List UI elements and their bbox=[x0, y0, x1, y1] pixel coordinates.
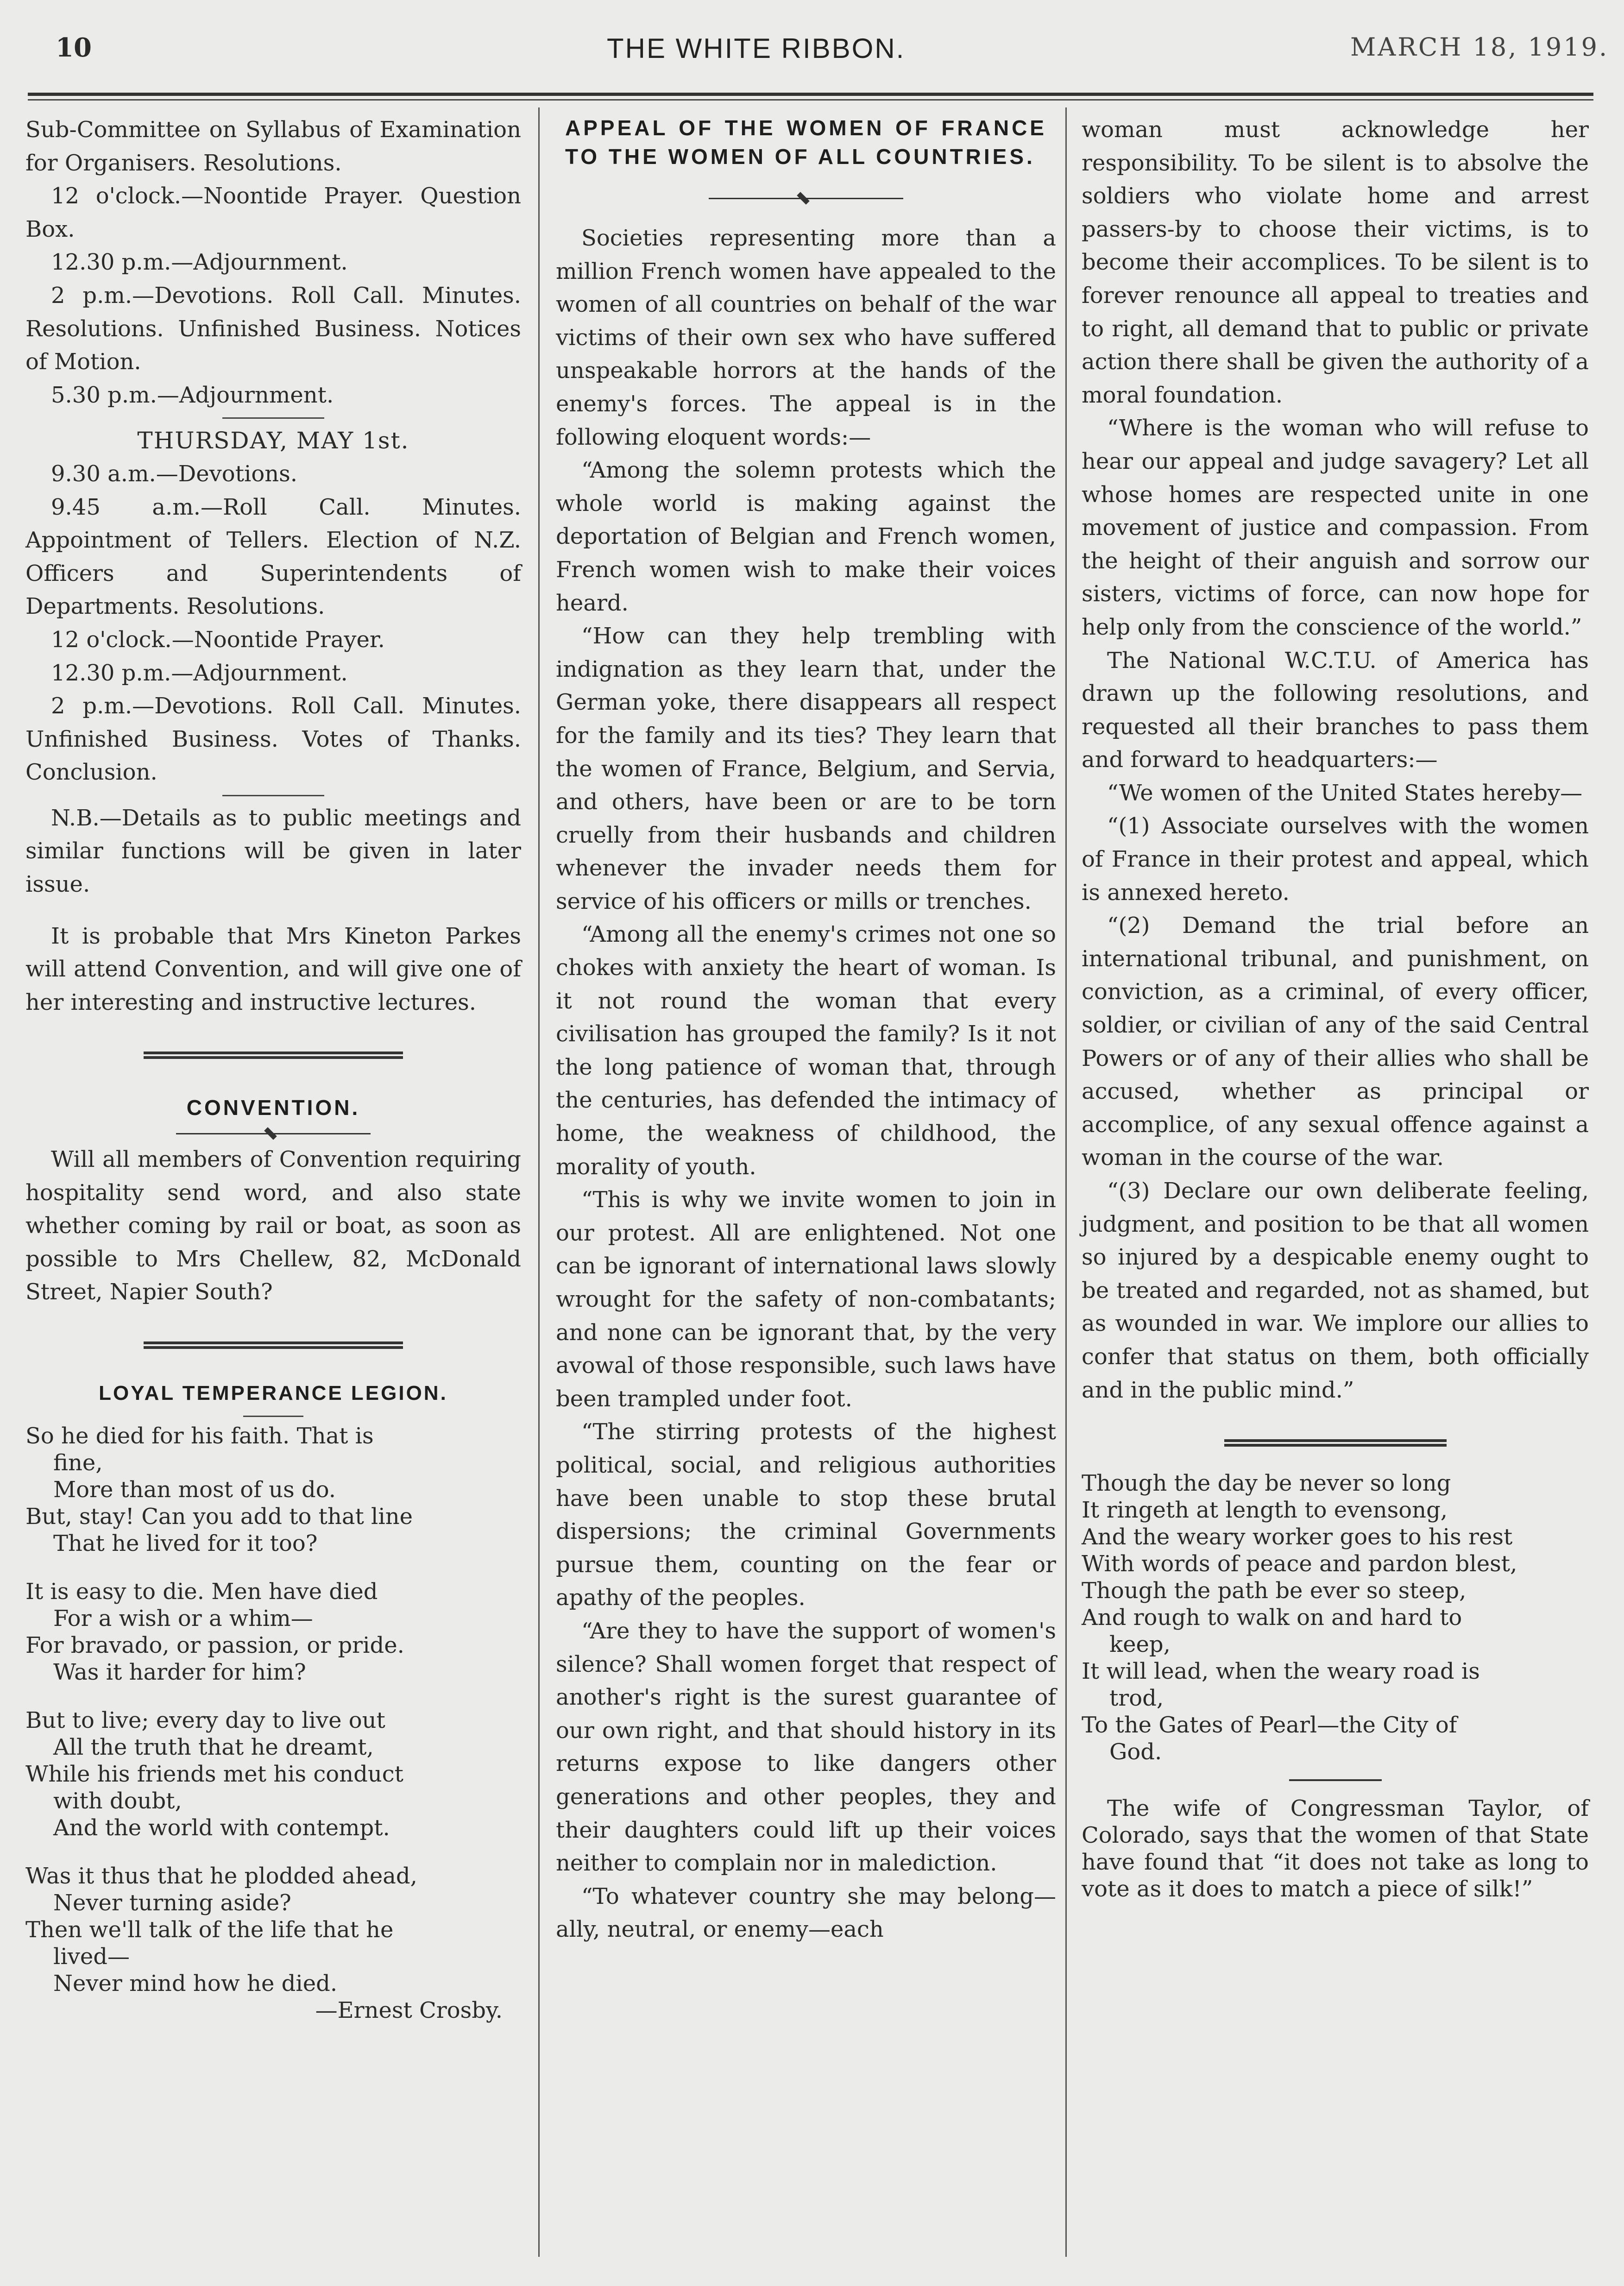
section-divider bbox=[222, 417, 324, 419]
schedule-item: 12.30 p.m.—Adjournment. bbox=[51, 660, 348, 686]
schedule-item: 12 o'clock.—Noontide Prayer. bbox=[51, 626, 385, 653]
appeal-heading: APPEAL OF THE WOMEN OF FRANCE TO THE WOMEN OF ALL COUNTRIES. bbox=[565, 116, 1047, 169]
appeal-paragraph: “Among the solemn protests which the whole world is making against the deportation of Belgian and French women, French women wish to make their voices heard. bbox=[556, 457, 1056, 616]
resolution-paragraph: “We women of the United States hereby— bbox=[1107, 780, 1583, 806]
convention-text: Will all members of Convention requiring hospitality send word, and also state whether coming by rail or boat, as soon as possible to Mrs Chellew, 82, McDonald Street, Napier South? bbox=[25, 1146, 521, 1305]
resolution-paragraph: “(3) Declare our own deliberate feeling, judgment, and position to be that all women so injured by a despicable enemy ought to be treated and regarded, not as shamed, but as wounded in war. We implore our allies to confer that status on them, both officially and in the public mind.” bbox=[1082, 1178, 1589, 1403]
poem-line: And rough to walk on and hard to bbox=[1082, 1605, 1462, 1631]
schedule-item: 2 p.m.—Devotions. Roll Call. Minutes. Resolutions. Unfinished Business. Notices of Motion. bbox=[25, 282, 521, 375]
poem-stanza bbox=[25, 1707, 521, 1841]
poem-line: To the Gates of Pearl—the City of bbox=[1082, 1712, 1457, 1738]
appeal-paragraph: “How can they help trembling with indignation as they learn that, under the German yoke, there disappears all respect for the family and its ties? They learn that the women of France, Belgium, and Servia, and others, have been or are to be torn cruelly from their husbands and children whenever the invader needs them for service of his officers or mills or trenches. bbox=[556, 623, 1056, 914]
legion-heading: LOYAL TEMPERANCE LEGION. bbox=[99, 1382, 448, 1404]
poem-line: God. bbox=[1109, 1739, 1162, 1765]
section-divider bbox=[1289, 1779, 1382, 1781]
poem-line: While his friends met his conduct bbox=[25, 1761, 403, 1787]
poem-line: So he died for his faith. That is bbox=[25, 1423, 374, 1449]
header-rule-thick bbox=[28, 93, 1593, 96]
poem-line: With words of peace and pardon blest, bbox=[1082, 1551, 1517, 1577]
ornament-divider bbox=[709, 189, 903, 208]
poem-line: That he lived for it too? bbox=[53, 1530, 318, 1556]
poem-line: trod, bbox=[1109, 1685, 1164, 1712]
poem-line: For a wish or a whim— bbox=[53, 1605, 313, 1631]
column-divider-2 bbox=[1065, 107, 1067, 2257]
poem-line: For bravado, or passion, or pride. bbox=[25, 1632, 404, 1658]
poem-line: Was it harder for him? bbox=[53, 1659, 306, 1685]
issue-date: MARCH 18, 1919. bbox=[1350, 32, 1609, 62]
evensong-poem bbox=[1082, 1470, 1589, 1765]
appeal-paragraph: “Where is the woman who will refuse to hear our appeal and judge savagery? Let all whose homes are respected unite in one movement of justice and compassion. From the height of their anguish and sorrow our sisters, victims of force, can now hope for help only from the conscience of the world.” bbox=[1082, 415, 1589, 640]
schedule-item: 12.30 p.m.—Adjournment. bbox=[51, 249, 348, 276]
poem-line: Never mind how he died. bbox=[53, 1970, 338, 1996]
schedule-item: 9.45 a.m.—Roll Call. Minutes. Appointment of Tellers. Election of N.Z. Officers and Superintendents of Departments. Resolutions. bbox=[25, 494, 521, 620]
poem-line: Never turning aside? bbox=[53, 1889, 291, 1916]
poem-line: All the truth that he dreamt, bbox=[53, 1734, 374, 1760]
schedule-item: 12 o'clock.—Noontide Prayer. Question Box. bbox=[25, 183, 521, 242]
appeal-paragraph: Societies representing more than a million French women have appealed to the women of all countries on behalf of the war victims of their own sex who have suffered unspeakable horrors at the hands of the enemy's forces. The appeal is in the following eloquent words:— bbox=[556, 225, 1056, 450]
masthead-title: THE WHITE RIBBON. bbox=[607, 33, 906, 64]
appeal-paragraph: “The stirring protests of the highest political, social, and religious authorities have been unable to stop these brutal dispersions; the criminal Governments pursue them, counting on the fear or apathy of the peoples. bbox=[556, 1419, 1056, 1611]
wctu-paragraph: The National W.C.T.U. of America has drawn up the following resolutions, and requested all their branches to pass them and forward to headquarters:— bbox=[1082, 647, 1589, 773]
poem-author: —Ernest Crosby. bbox=[315, 1997, 503, 2023]
nb-note: N.B.—Details as to public meetings and similar functions will be given in later issue. bbox=[25, 805, 521, 898]
schedule-item: 9.30 a.m.—Devotions. bbox=[51, 460, 298, 487]
appeal-paragraph: “To whatever country she may belong—ally, neutral, or enemy—each bbox=[556, 1883, 1056, 1943]
schedule-item: Sub-Committee on Syllabus of Examination for Organisers. Resolutions. bbox=[25, 117, 521, 176]
poem-line: It will lead, when the weary road is bbox=[1082, 1658, 1480, 1685]
double-rule bbox=[144, 1052, 403, 1059]
legion-poem bbox=[25, 1423, 521, 2024]
column-2 bbox=[556, 113, 1056, 1946]
ornament-divider bbox=[176, 1125, 371, 1143]
poem-line: And the world with contempt. bbox=[53, 1814, 390, 1841]
poem-line: with doubt, bbox=[53, 1788, 182, 1814]
appeal-paragraph: “Are they to have the support of women's silence? Shall women forget that respect of another's right is the surest guarantee of our own right, and that should history in its returns expose to like dangers other generations and other peoples, they and their daughters could lift up their voices neither to complain nor in malediction. bbox=[556, 1618, 1056, 1877]
poem-line: keep, bbox=[1109, 1631, 1171, 1658]
poem-line: Was it thus that he plodded ahead, bbox=[25, 1863, 417, 1889]
poem-line: It ringeth at length to evensong, bbox=[1082, 1497, 1448, 1524]
resolution-paragraph: “(2) Demand the trial before an international tribunal, and punishment, on conviction, as a criminal, of every officer, soldier, or civilian of any of the said Central Powers or of any of their allies who shall be accused, whether as principal or accomplice, of any sexual offence against a woman in the course of the war. bbox=[1082, 913, 1589, 1171]
appeal-paragraph: woman must acknowledge her responsibility. To be silent is to absolve the soldiers who violate home and arrest passers-by to choose their victims, is to become their accomplices. To be silent is to forever renounce all appeal to treaties and to right, all demand that to public or private action there shall be given the authority of a moral foundation. bbox=[1082, 117, 1589, 408]
convention-heading: CONVENTION. bbox=[186, 1096, 360, 1120]
taylor-note: The wife of Congressman Taylor, of Colorado, says that the women of that State have found that “it does not take as long to vote as it does to match a piece of silk!” bbox=[1082, 1795, 1589, 1902]
double-rule bbox=[1224, 1439, 1447, 1447]
poem-line: It is easy to die. Men have died bbox=[25, 1578, 378, 1605]
poem-line: lived— bbox=[53, 1943, 130, 1970]
header-rule-thin bbox=[28, 99, 1593, 101]
poem-line: Then we'll talk of the life that he bbox=[25, 1916, 394, 1943]
appeal-paragraph: “This is why we invite women to join in our protest. All are enlightened. Not one can be ignorant of international laws slowly wrought for the safety of non-combatants; and none can be ignorant that, by the very avowal of those responsible, such laws have been trampled under foot. bbox=[556, 1187, 1056, 1412]
column-1 bbox=[25, 113, 521, 2024]
poem-stanza bbox=[25, 1423, 521, 1557]
double-rule bbox=[144, 1341, 403, 1349]
column-3 bbox=[1082, 113, 1589, 1902]
schedule-item: 5.30 p.m.—Adjournment. bbox=[51, 382, 334, 408]
poem-line: Though the path be ever so steep, bbox=[1082, 1578, 1467, 1604]
poem-stanza bbox=[25, 1863, 521, 1997]
poem-line: But to live; every day to live out bbox=[25, 1707, 385, 1733]
poem-line: And the weary worker goes to his rest bbox=[1082, 1524, 1513, 1550]
kineton-note: It is probable that Mrs Kineton Parkes will attend Convention, and will give one of her interesting and instructive lectures. bbox=[25, 923, 521, 1015]
section-divider bbox=[243, 1416, 303, 1417]
section-divider bbox=[222, 795, 324, 796]
schedule-item: 2 p.m.—Devotions. Roll Call. Minutes. Unfinished Business. Votes of Thanks. Conclusion. bbox=[25, 693, 521, 786]
poem-line: Though the day be never so long bbox=[1082, 1470, 1451, 1497]
column-divider-1 bbox=[538, 107, 540, 2257]
poem-line: More than most of us do. bbox=[53, 1476, 336, 1503]
poem-line: But, stay! Can you add to that line bbox=[25, 1503, 413, 1530]
poem-line: fine, bbox=[53, 1449, 103, 1476]
thursday-heading: THURSDAY, MAY 1st. bbox=[137, 427, 409, 454]
poem-stanza bbox=[25, 1578, 521, 1686]
appeal-paragraph: “Among all the enemy's crimes not one so chokes with anxiety the heart of woman. Is it not round the woman that every civilisation has grouped the family? Is it not the long patience of woman that, through the centuries, has defended the intimacy of home, the weakness of childhood, the morality of youth. bbox=[556, 921, 1056, 1180]
page-number: 10 bbox=[56, 32, 92, 63]
resolution-paragraph: “(1) Associate ourselves with the women of France in their protest and appeal, which is annexed hereto. bbox=[1082, 813, 1589, 906]
